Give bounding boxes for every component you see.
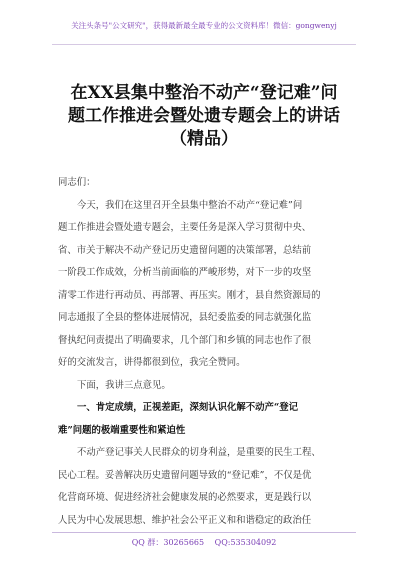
paragraph-line: 一阶段工作成效，分析当前面临的严峻形势，对下一步的攻坚: [58, 267, 312, 278]
page-header-banner: 关注头条号"公文研究"，获得最新最全最专业的公文资料库！微信：gongwenyj: [71, 21, 337, 30]
paragraph-line: 清零工作进行再动员、再部署、再压实。刚才，县自然资源局的: [58, 289, 321, 301]
footer-qq-group: QQ 群：30265665: [131, 538, 205, 547]
document-title: [40, 82, 368, 151]
paragraph-line: 好的交流发言，讲得都很到位，我完全赞同。: [58, 357, 246, 368]
footer-divider: [52, 532, 356, 533]
paragraph-line: 省、市关于解决不动产登记历史遗留问题的决策部署，总结前: [58, 244, 312, 256]
paragraph-line: 化营商环境、促进经济社会健康发展的必然要求，更是践行以: [58, 492, 312, 503]
paragraph-line: 题工作推进会暨处遗专题会，主要任务是深入学习贯彻中央、: [58, 222, 312, 233]
paragraph-line: 下面，我讲三点意见。: [77, 379, 171, 391]
page-footer: [52, 537, 356, 548]
document-body: [58, 172, 350, 532]
title-line: 在XX县集中整治不动产“登记难”问: [70, 83, 338, 103]
title-line: （精品）: [170, 129, 238, 149]
paragraph-line: 同志通报了全县的整体进展情况，县纪委监委的同志就强化监: [58, 312, 312, 323]
paragraph-line: 今天，我们在这里召开全县集中整治不动产“登记难”问: [77, 199, 303, 211]
paragraph-line: 不动产登记事关人民群众的切身利益，是重要的民生工程、: [77, 447, 321, 458]
paragraph-line: 人民为中心发展思想、维护社会公平正义和和谐稳定的政治任: [58, 514, 312, 526]
title-line: 题工作推进会暨处遗专题会上的讲话: [68, 106, 340, 126]
paragraph-line: 民心工程。妥善解决历史遗留问题导致的“登记难”，不仅是优: [58, 469, 312, 481]
salutation: 同志们：: [58, 177, 96, 188]
paragraph-line: 督执纪问责提出了明确要求，几个部门和乡镇的同志也作了很: [58, 334, 312, 346]
section-heading: 难”问题的极端重要性和紧迫性: [58, 424, 186, 436]
footer-qq-contact: QQ:535304092: [214, 538, 277, 547]
section-heading: 一、肯定成绩，正视差距，深刻认识化解不动产“登记: [77, 402, 299, 413]
header-divider: [52, 44, 356, 45]
